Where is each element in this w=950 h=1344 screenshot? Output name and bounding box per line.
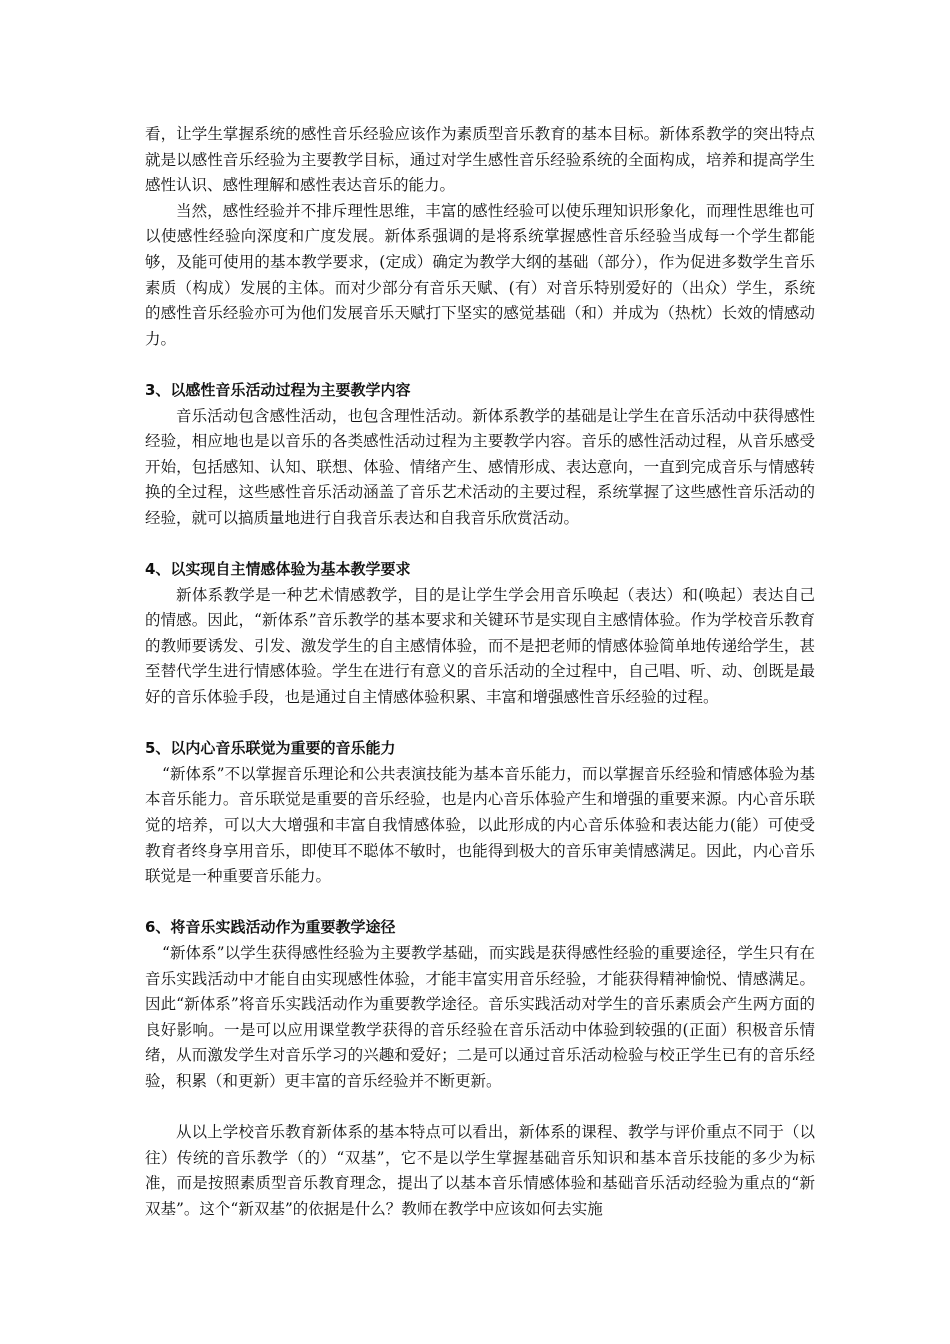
paragraph-gap	[145, 532, 815, 558]
body-paragraph: 音乐活动包含感性活动，也包含理性活动。新体系教学的基础是让学生在音乐活动中获得感性经验，相应地也是以音乐的各类感性活动过程为主要教学内容。音乐的感性活动过程，从音乐感受开始，包括感知、认知、联想、体验、情绪产生、感情形成、表达意向，一直到完成音乐与情感转换的全过程，这些感性音乐活动涵盖了音乐艺术活动的主要过程，系统掌握了这些感性音乐活动的经验，就可以搞质量地进行自我音乐表达和自我音乐欣赏活动。	[145, 406, 815, 527]
section-heading: 4、以实现自主情感体验为基本教学要求	[145, 560, 411, 579]
section-heading: 3、以感性音乐活动过程为主要教学内容	[145, 380, 411, 399]
paragraph-gap	[145, 1095, 815, 1121]
paragraph-gap	[145, 352, 815, 378]
section-heading: 6、将音乐实践活动作为重要教学途径	[145, 918, 396, 937]
body-paragraph: “新体系”不以掌握音乐理论和公共表演技能为基本音乐能力，而以掌握音乐经验和情感体验为基本音乐能力。音乐联觉是重要的音乐经验，也是内心音乐体验产生和增强的重要来源。内心音乐联觉的培养，可以大大增强和丰富自我情感体验，以此形成的内心音乐体验和表达能力(能）可使受教育者终身享用音乐，即使耳不聪体不敏时，也能得到极大的音乐审美情感满足。因此，内心音乐联觉是一种重要音乐能力。	[145, 764, 815, 886]
paragraph-gap	[145, 711, 815, 737]
body-paragraph: 看，让学生掌握系统的感性音乐经验应该作为素质型音乐教育的基本目标。新体系教学的突出特点就是以感性音乐经验为主要教学目标，通过对学生感性音乐经验系统的全面构成，培养和提高学生感性认识、感性理解和感性表达音乐的能力。	[145, 125, 815, 195]
document-body	[145, 122, 815, 1223]
body-paragraph: 当然，感性经验并不排斥理性思维，丰富的感性经验可以使乐理知识形象化，而理性思维也可以使感性经验向深度和广度发展。新体系强调的是将系统掌握感性音乐经验当成每一个学生都能够，及能可使用的基本教学要求，(定成）确定为教学大纲的基础（部分），作为促进多数学生音乐素质（构成）发展的主体。而对少部分有音乐天赋、(有）对音乐特别爱好的（出众）学生，系统的感性音乐经验亦可为他们发展音乐天赋打下坚实的感觉基础（和）并成为（热枕）长效的情感动力。	[145, 201, 815, 348]
section-heading: 5、以内心音乐联觉为重要的音乐能力	[145, 739, 396, 758]
body-paragraph: 新体系教学是一种艺术情感教学，目的是让学生学会用音乐唤起（表达）和(唤起）表达自己的情感。因此，“新体系”音乐教学的基本要求和关键环节是实现自主感情体验。作为学校音乐教育的教师要诱发、引发、激发学生的自主感情体验，而不是把老师的情感体验简单地传递给学生，甚至替代学生进行情感体验。学生在进行有意义的音乐活动的全过程中，自己唱、听、动、创既是最好的音乐体验手段，也是通过自主情感体验积累、丰富和增强感性音乐经验的过程。	[145, 585, 815, 707]
paragraph-gap	[145, 890, 815, 916]
body-paragraph: 从以上学校音乐教育新体系的基本特点可以看出，新体系的课程、教学与评价重点不同于（以往）传统的音乐教学（的）“双基”，它不是以学生掌握基础音乐知识和基本音乐技能的多少为标准，而是按照素质型音乐教育理念，提出了以基本音乐情感体验和基础音乐活动经验为重点的“新双基”。这个“新双基”的依据是什么？教师在教学中应该如何去实施	[145, 1123, 815, 1218]
body-paragraph: “新体系”以学生获得感性经验为主要教学基础，而实践是获得感性经验的重要途径，学生只有在音乐实践活动中才能自由实现感性体验，才能丰富实用音乐经验，才能获得精神愉悦、情感满足。因此“新体系”将音乐实践活动作为重要教学途径。音乐实践活动对学生的音乐素质会产生两方面的良好影响。一是可以应用课堂教学获得的音乐经验在音乐活动中体验到较强的(正面）积极音乐情绪，从而激发学生对音乐学习的兴趣和爱好；二是可以通过音乐活动检验与校正学生已有的音乐经验，积累（和更新）更丰富的音乐经验并不断更新。	[145, 944, 815, 1090]
